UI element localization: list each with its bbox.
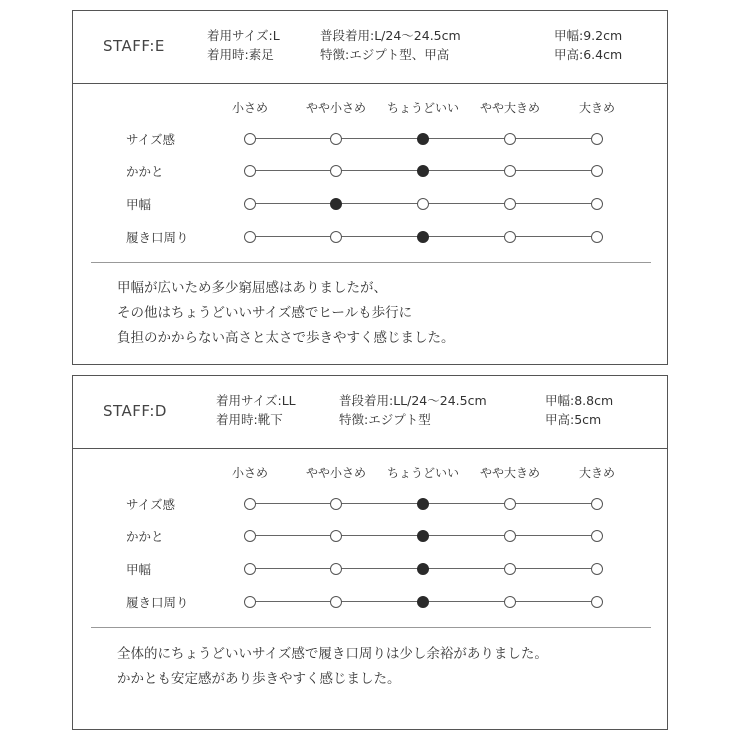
- rating-dot-selected: [417, 165, 429, 177]
- rating-dot-selected: [417, 596, 429, 608]
- rating-dot: [244, 133, 256, 145]
- rating-dot: [244, 231, 256, 243]
- rating-dot: [417, 198, 429, 210]
- comment-line: 負担のかからない高さと太さで歩きやすく感じました。: [117, 330, 455, 346]
- foot-width: 甲幅:8.8cm: [545, 393, 614, 408]
- rating-dot: [244, 498, 256, 510]
- scale-label-5: 大きめ: [578, 101, 616, 115]
- rating-dot: [330, 563, 342, 575]
- comment-line: かかとも安定感があり歩きやすく感じました。: [117, 671, 401, 687]
- rating-dot: [330, 231, 342, 243]
- review-card-staff-e: [72, 10, 668, 365]
- size-worn: 着用サイズ:LL: [216, 393, 296, 408]
- rating-dot: [504, 596, 516, 608]
- rating-dot: [591, 563, 603, 575]
- rating-dot: [591, 530, 603, 542]
- rating-dot: [504, 563, 516, 575]
- rating-dot: [330, 530, 342, 542]
- rating-dot: [330, 133, 342, 145]
- scale-label-2: やや小さめ: [305, 466, 367, 480]
- scale-label-4: やや大きめ: [479, 466, 541, 480]
- rating-dot: [504, 165, 516, 177]
- scale-label-1: 小さめ: [231, 466, 269, 480]
- scale-label-4: やや大きめ: [479, 101, 541, 115]
- scale-label-5: 大きめ: [578, 466, 616, 480]
- features: 特徴:エジプト型、甲高: [320, 47, 450, 62]
- comment-line: 全体的にちょうどいいサイズ感で履き口周りは少し余裕がありました。: [117, 646, 548, 662]
- comment: [117, 276, 455, 351]
- rating-label-opening: 履き口周り: [126, 595, 189, 610]
- rating-label-opening: 履き口周り: [126, 230, 189, 245]
- usual-size: 普段着用:L/24〜24.5cm: [320, 28, 461, 43]
- rating-dot: [591, 198, 603, 210]
- card-header: [73, 11, 667, 84]
- rating-dot: [591, 133, 603, 145]
- rating-dot: [504, 530, 516, 542]
- rating-dot: [591, 596, 603, 608]
- rating-dot: [504, 198, 516, 210]
- rating-dot: [330, 596, 342, 608]
- rating-label-heel: かかと: [126, 529, 164, 544]
- rating-dot-selected: [417, 133, 429, 145]
- rating-dot-selected: [417, 530, 429, 542]
- rating-dot: [330, 498, 342, 510]
- rating-dot: [330, 165, 342, 177]
- divider: [91, 627, 651, 628]
- instep-height: 甲高:6.4cm: [554, 47, 623, 62]
- rating-dot: [504, 231, 516, 243]
- review-card-staff-d: [72, 375, 668, 730]
- rating-dot: [244, 530, 256, 542]
- instep-height: 甲高:5cm: [545, 412, 602, 427]
- foot-width: 甲幅:9.2cm: [554, 28, 623, 43]
- rating-label-heel: かかと: [126, 164, 164, 179]
- scale-label-2: やや小さめ: [305, 101, 367, 115]
- rating-dot-selected: [330, 198, 342, 210]
- scale-label-3: ちょうどいい: [386, 466, 460, 480]
- worn-with: 着用時:素足: [207, 47, 274, 62]
- rating-dot: [244, 165, 256, 177]
- features: 特徴:エジプト型: [339, 412, 431, 427]
- rating-dot: [591, 498, 603, 510]
- rating-dot: [244, 596, 256, 608]
- rating-label-width: 甲幅: [126, 197, 152, 212]
- rating-dot-selected: [417, 498, 429, 510]
- rating-dot-selected: [417, 563, 429, 575]
- scale-label-1: 小さめ: [231, 101, 269, 115]
- rating-dot-selected: [417, 231, 429, 243]
- rating-dot: [244, 563, 256, 575]
- worn-with: 着用時:靴下: [216, 412, 283, 427]
- staff-name: STAFF:D: [103, 402, 167, 420]
- rating-dot: [504, 133, 516, 145]
- rating-label-width: 甲幅: [126, 562, 152, 577]
- rating-dot: [591, 165, 603, 177]
- rating-label-size: サイズ感: [126, 132, 176, 147]
- card-header: [73, 376, 667, 449]
- rating-dot: [244, 198, 256, 210]
- comment-line: 甲幅が広いため多少窮屈感はありましたが、: [117, 280, 387, 296]
- usual-size: 普段着用:LL/24〜24.5cm: [339, 393, 487, 408]
- staff-name: STAFF:E: [103, 37, 165, 55]
- comment-line: その他はちょうどいいサイズ感でヒールも歩行に: [117, 305, 413, 321]
- divider: [91, 262, 651, 263]
- rating-dot: [504, 498, 516, 510]
- comment: [117, 642, 548, 692]
- scale-label-3: ちょうどいい: [386, 101, 460, 115]
- rating-dot: [591, 231, 603, 243]
- rating-label-size: サイズ感: [126, 497, 176, 512]
- size-worn: 着用サイズ:L: [207, 28, 280, 43]
